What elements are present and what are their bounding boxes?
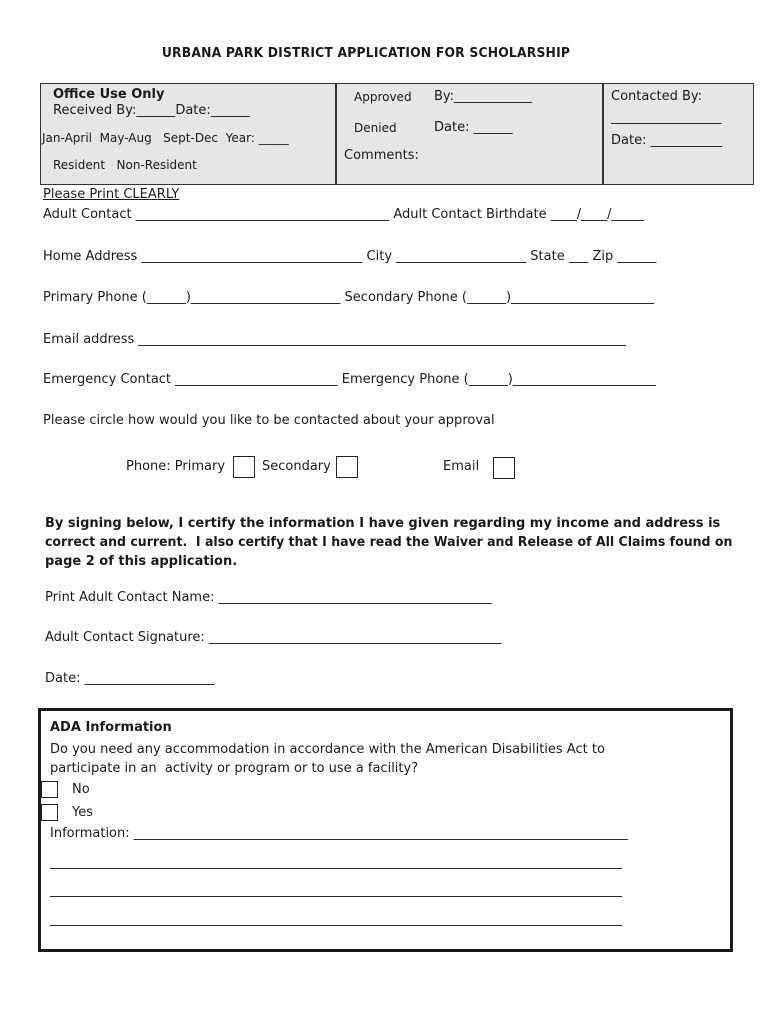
approved-label: Approved [354, 90, 412, 104]
print-name-field[interactable]: Print Adult Contact Name: __________________________________________ [45, 590, 492, 605]
ada-answer-line-3[interactable]: ________________________________________________________________________________________ [50, 912, 622, 927]
secondary-label: Secondary [262, 459, 331, 474]
period-options[interactable]: Jan-April May-Aug Sept-Dec Year: _____ [42, 131, 289, 145]
contact-preference-prompt: Please circle how would you like to be contacted about your approval [43, 413, 495, 428]
office-use-heading: Office Use Only [53, 87, 165, 102]
signature-field[interactable]: Adult Contact Signature: _____________________________________________ [45, 630, 502, 645]
ada-question-line-2: participate in an activity or program or to use a facility? [50, 761, 419, 776]
ada-answer-line-1[interactable]: ________________________________________________________________________________________ [50, 855, 622, 870]
denied-date-field[interactable]: Date: ______ [434, 120, 513, 135]
office-divider-1 [335, 84, 337, 184]
ada-question-line-1: Do you need any accommodation in accordance with the American Disabilities Act to [50, 742, 605, 757]
residency-options[interactable]: Resident Non-Resident [53, 158, 197, 172]
ada-yes-label: Yes [72, 805, 93, 820]
ada-information-field[interactable]: Information: ____________________________________________________________________________ [50, 826, 628, 841]
office-divider-2 [602, 84, 604, 184]
ada-yes-checkbox[interactable] [41, 804, 58, 821]
certify-line-2: correct and current. I also certify that I have read the Waiver and Release of All Claims found on [45, 535, 733, 550]
home-address-line[interactable]: Home Address __________________________________ City ____________________ State ___ Zip ______ [43, 249, 657, 264]
secondary-checkbox[interactable] [336, 456, 358, 478]
email-checkbox[interactable] [493, 457, 515, 479]
email-address-line[interactable]: Email address ___________________________________________________________________________ [43, 332, 626, 347]
comments-label: Comments: [344, 148, 419, 163]
certify-line-3: page 2 of this application. [45, 554, 238, 569]
email-label: Email [443, 459, 480, 474]
approved-by-field[interactable]: By:____________ [434, 89, 533, 104]
page-title: URBANA PARK DISTRICT APPLICATION FOR SCHOLARSHIP [161, 46, 571, 61]
contacted-by-field[interactable]: _________________ [611, 110, 722, 125]
phone-primary-label: Phone: Primary [126, 459, 226, 474]
contacted-by-label: Contacted By: [611, 89, 703, 104]
ada-no-label: No [72, 782, 90, 797]
adult-contact-line[interactable]: Adult Contact _______________________________________ Adult Contact Birthdate ____/____/_____ [43, 207, 644, 222]
ada-no-checkbox[interactable] [41, 781, 58, 798]
ada-answer-line-2[interactable]: ________________________________________________________________________________________ [50, 883, 622, 898]
received-by-field[interactable]: Received By:______Date:______ [53, 103, 250, 118]
certify-line-1: By signing below, I certify the information I have given regarding my income and address is [45, 516, 721, 531]
signature-date-field[interactable]: Date: ____________________ [45, 671, 215, 686]
denied-label: Denied [354, 121, 397, 135]
ada-heading: ADA Information [50, 720, 172, 735]
contacted-date-field[interactable]: Date: ___________ [611, 133, 723, 148]
print-clearly-heading: Please Print CLEARLY [43, 187, 180, 202]
phone-numbers-line[interactable]: Primary Phone (______)_______________________ Secondary Phone (______)______________________ [43, 290, 655, 305]
phone-primary-checkbox[interactable] [233, 456, 255, 478]
emergency-contact-line[interactable]: Emergency Contact _________________________ Emergency Phone (______)______________________ [43, 372, 656, 387]
